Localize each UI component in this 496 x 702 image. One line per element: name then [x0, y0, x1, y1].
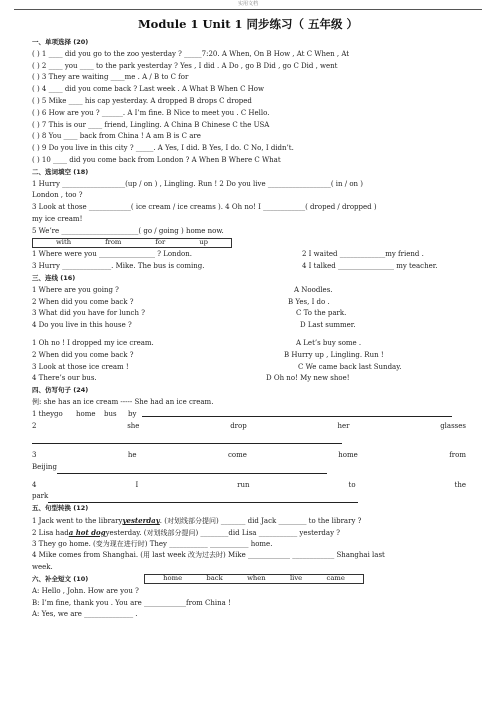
s1-q7: ( ) 7 This is our ____ friend, Lingling. A China B Chinese C the USA	[32, 120, 270, 129]
s2-pair-1	[32, 249, 466, 261]
s6-heading-row	[32, 574, 466, 586]
s3-answer: B Hurry up , Lingling. Run !	[284, 350, 384, 359]
s5-text: 2 Lisa had	[32, 528, 69, 537]
section-3-heading: 三、连线 (16)	[32, 273, 76, 282]
word-box-item: with	[55, 237, 72, 246]
page-header	[0, 0, 496, 10]
s6-line-1: A: Hello , John. How are you ?	[32, 586, 139, 595]
s3-match-row	[32, 362, 466, 374]
worksheet-title: Module 1 Unit 1 同步练习（ 五年级 ）	[137, 17, 359, 31]
s4-q3	[32, 450, 466, 462]
s4-word: I	[135, 480, 139, 489]
s5-q1	[32, 515, 466, 527]
answer-line	[57, 466, 327, 474]
s4-word: 3	[32, 451, 37, 460]
s4-q4	[32, 480, 466, 492]
s3-answer: C To the park.	[296, 309, 347, 318]
s4-word: her	[337, 421, 350, 430]
word-box-item: back	[206, 574, 223, 583]
s3-answer: A Noodles.	[294, 285, 333, 294]
section-5-heading: 五、句型转换 (12)	[32, 504, 89, 513]
s1-q6: ( ) 6 How are you ? ______. A I’m fine. B Nice to meet you . C Hello.	[32, 108, 270, 117]
s3-match-row	[32, 297, 466, 309]
s3-match-row	[32, 308, 466, 320]
s4-word: she	[127, 421, 140, 430]
s4-q2	[32, 421, 466, 433]
s4-word: bus	[104, 409, 117, 418]
answer-line	[48, 495, 358, 503]
s4-word: 2	[32, 421, 37, 430]
s1-q1: ( ) 1 ____ did you go to the zoo yesterday ? _____7:20. A When, On B How , At C When , At	[32, 49, 350, 58]
s2-pair-left: 1 Where were you ________________ ? London.	[32, 250, 192, 259]
s4-word: 4	[32, 480, 37, 489]
s4-word: Beijing	[32, 462, 57, 471]
s1-q2: ( ) 2 ____ you ____ to the park yesterday ? Yes , I did . A Do , go B Did , go C Did , went	[32, 61, 338, 70]
word-box-item: home	[163, 574, 183, 583]
s4-word: he	[127, 451, 137, 460]
s3-answer: D Oh no! My new shoe!	[266, 374, 350, 383]
s4-word: 1 they	[32, 409, 55, 418]
s4-q4-cont	[32, 491, 466, 503]
s4-word: glasses	[440, 421, 466, 430]
s1-q3: ( ) 3 They are waiting ____me . A / B to C for	[32, 73, 189, 82]
s2-pair-right: 4 I talked ________________ my teacher.	[302, 262, 438, 271]
header-rule	[14, 9, 482, 10]
s3-answer: D Last summer.	[300, 321, 356, 330]
s3-question: 4 There’s our bus.	[32, 374, 97, 383]
section-4-heading: 四、仿写句子 (24)	[32, 386, 89, 395]
s5-q3: 3 They go home. (变为现在进行时) They ___________ ___________ home.	[32, 539, 273, 548]
s2-pair-left: 3 Hurry ______________. Mike. The bus is coming.	[32, 262, 205, 271]
s5-text: 1 Jack went to the library	[32, 517, 123, 526]
word-box-item: came	[326, 574, 345, 583]
worksheet-body	[32, 37, 466, 621]
s4-q2-answer	[32, 432, 466, 444]
s3-match-row	[32, 285, 466, 297]
word-box-item: up	[199, 237, 208, 246]
word-box-item: when	[247, 574, 266, 583]
s4-example: 例: she has an ice cream ----- She had an ice cream.	[32, 397, 214, 406]
s1-q4: ( ) 4 ____ did you come back ? Last week . A What B When C How	[32, 85, 264, 94]
word-box-item: from	[105, 237, 122, 246]
answer-line	[142, 409, 452, 417]
s2-pair-right: 2 I waited _____________my friend .	[302, 250, 424, 259]
s4-word: come	[227, 451, 247, 460]
header-text: 实用文档	[237, 1, 258, 7]
s4-word: to	[348, 480, 356, 489]
s3-answer: A Let’s buy some .	[296, 338, 362, 347]
s3-question: 2 When did you come back ?	[32, 350, 134, 359]
s1-q8: ( ) 8 You ____ back from China ! A am B is C are	[32, 132, 201, 141]
s3-question: 3 Look at those ice cream !	[32, 362, 129, 371]
s6-line-2: B: I’m fine, thank you . You are ____________from China !	[32, 598, 231, 607]
s4-word: park	[32, 492, 49, 501]
word-box-item: for	[155, 237, 166, 246]
s5-q4-cont: week.	[32, 563, 53, 572]
s4-word: from	[449, 451, 466, 460]
underlined-word: yesterday	[122, 516, 160, 526]
s3-question: 1 Where are you going ?	[32, 285, 119, 294]
s5-text: . (对划线部分提问) _______ did Jack ________ to the library ?	[159, 517, 362, 526]
s4-word: the	[454, 480, 466, 489]
s2-line-1: 1 Hurry __________________(up / on ) , Lingling. Run ! 2 Do you live __________________( in / on )	[32, 179, 364, 188]
s6-line-3: A: Yes, we are ______________ .	[32, 610, 138, 619]
s3-match-row	[32, 350, 466, 362]
s3-match-row	[32, 373, 466, 385]
s1-q5: ( ) 5 Mike ____ his cap yesterday. A dropped B drops C droped	[32, 96, 252, 105]
word-box	[32, 238, 232, 248]
s1-q9: ( ) 9 Do you live in this city ? _____. A Yes, I did. B Yes, I do. C No, I didn’t.	[32, 144, 294, 153]
s2-line-3: 3 Look at those ____________( ice cream / ice creams ). 4 Oh no! I ____________( droped / dropped )	[32, 203, 377, 212]
underlined-word: a hot dog	[68, 527, 106, 537]
s4-word: drop	[230, 421, 247, 430]
s1-q10: ( ) 10 ____ did you come back from London ? A When B Where C What	[32, 155, 281, 164]
s4-word: by	[128, 409, 137, 418]
s4-q1	[32, 409, 466, 421]
s3-answer: B Yes, I do .	[288, 297, 330, 306]
s3-question: 4 Do you live in this house ?	[32, 321, 132, 330]
s5-q2	[32, 527, 466, 539]
word-box	[144, 574, 364, 584]
answer-line	[32, 436, 342, 444]
word-box-row	[32, 238, 466, 250]
s3-match-row	[32, 338, 466, 350]
s5-q4: 4 Mike comes from Shanghai. (用 last week 改为过去时) Mike ____________ ____________ Shanghai last	[32, 551, 385, 560]
s3-question: 3 What did you have for lunch ?	[32, 309, 145, 318]
s3-answer: C We came back last Sunday.	[298, 362, 402, 371]
s2-line-5: 5 We’re ______________________( go / going ) home now.	[32, 226, 224, 235]
s4-word: home	[338, 451, 358, 460]
s2-pair-2	[32, 261, 466, 273]
section-1-heading: 一、单项选择 (20)	[32, 38, 89, 46]
s3-match-row	[32, 320, 466, 332]
s2-line-2: London , too ?	[32, 191, 83, 200]
s3-question: 2 When did you come back ?	[32, 297, 134, 306]
s2-line-4: my ice cream!	[32, 214, 83, 223]
s4-word: home	[76, 409, 96, 418]
s5-text: yesterday. (对划线部分提问) ________did Lisa ___________ yesterday ?	[105, 528, 341, 537]
s4-q3-cont	[32, 462, 466, 474]
s4-word: run	[237, 480, 250, 489]
word-box-item: live	[289, 574, 303, 583]
section-2-heading: 二、选词填空 (18)	[32, 167, 89, 176]
s3-question: 1 Oh no ! I dropped my ice cream.	[32, 338, 154, 347]
s4-word: go	[54, 409, 63, 418]
section-6-heading: 六、补全短文 (10)	[32, 575, 89, 584]
